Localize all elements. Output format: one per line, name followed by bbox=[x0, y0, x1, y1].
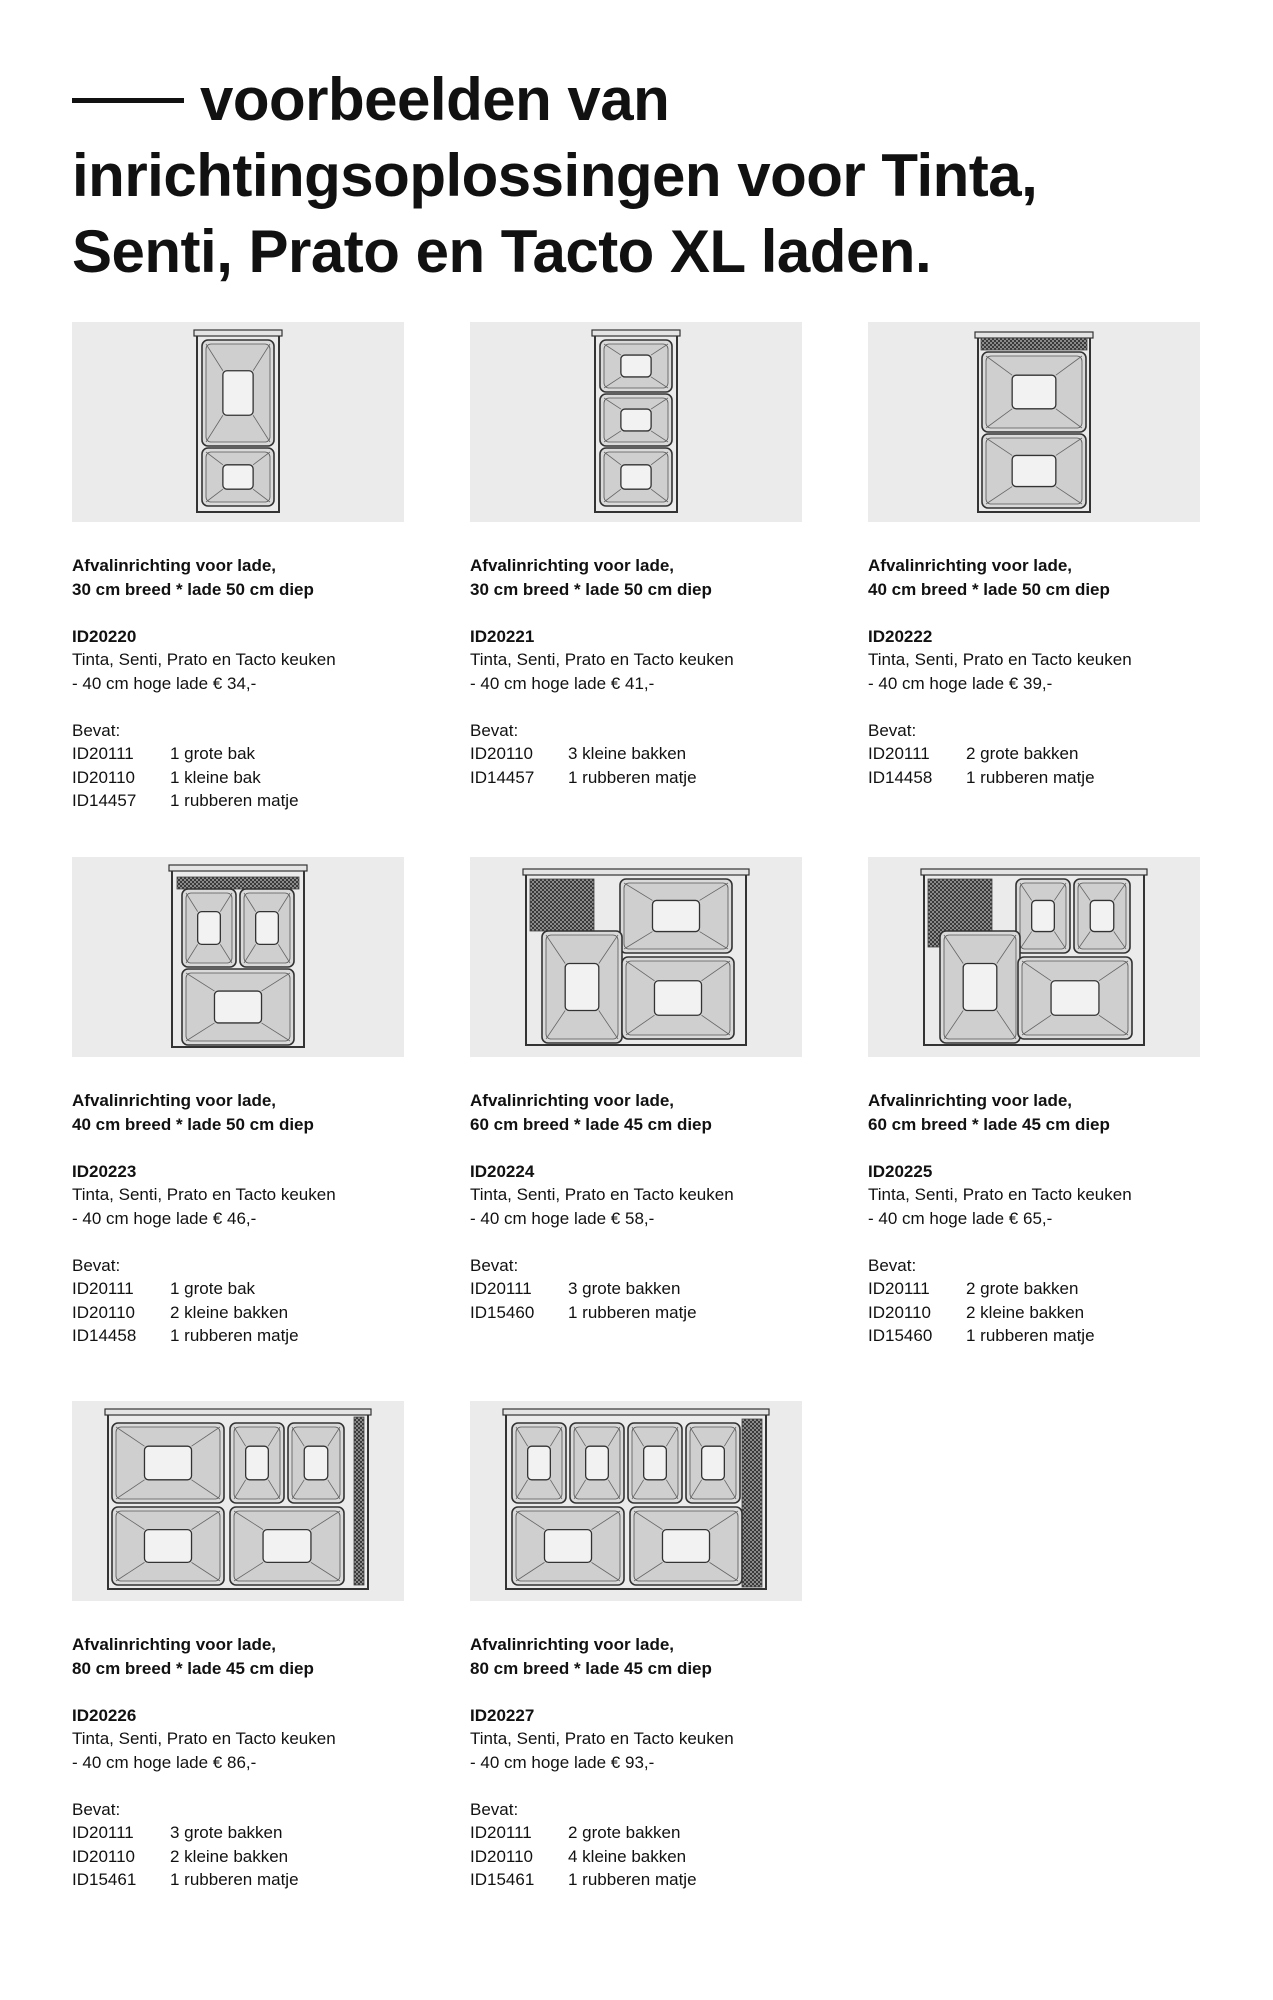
product-id: ID20220 bbox=[72, 626, 137, 646]
product-dimensions: 40 cm breed * lade 50 cm diep bbox=[868, 579, 1110, 599]
content-desc: 2 kleine bakken bbox=[170, 1302, 289, 1322]
product-price: - 40 cm hoge lade € 65,- bbox=[868, 1208, 1053, 1228]
content-id: ID14458 bbox=[868, 767, 933, 787]
content-row bbox=[72, 1324, 412, 1348]
content-row bbox=[868, 1301, 1208, 1325]
content-row bbox=[72, 1845, 412, 1869]
content-row bbox=[470, 1845, 810, 1869]
drawer-illustration bbox=[72, 322, 404, 522]
content-id: ID15461 bbox=[72, 1870, 137, 1889]
product-price: - 40 cm hoge lade € 41,- bbox=[470, 673, 655, 693]
product-dimensions: 30 cm breed * lade 50 cm diep bbox=[72, 579, 314, 599]
drawer-illustration bbox=[470, 1401, 802, 1601]
content-row bbox=[868, 1324, 1208, 1348]
content-desc: 1 rubberen matje bbox=[568, 1302, 697, 1322]
content-row bbox=[868, 1277, 1208, 1301]
contains-label: Bevat: bbox=[470, 1255, 519, 1275]
content-row bbox=[72, 766, 412, 790]
content-row bbox=[470, 1821, 810, 1845]
product-card bbox=[470, 322, 810, 789]
drawer-illustration bbox=[72, 857, 404, 1057]
content-id: ID14457 bbox=[470, 767, 535, 787]
content-row bbox=[868, 766, 1208, 790]
product-card bbox=[72, 322, 412, 813]
content-desc: 1 rubberen matje bbox=[170, 1870, 299, 1889]
product-card bbox=[72, 1401, 412, 1892]
content-row bbox=[470, 742, 810, 766]
product-kitchen: Tinta, Senti, Prato en Tacto keuken bbox=[868, 650, 1132, 669]
content-row bbox=[470, 1868, 810, 1892]
content-desc: 2 kleine bakken bbox=[966, 1302, 1085, 1322]
content-id: ID20110 bbox=[72, 767, 136, 787]
content-id: ID20110 bbox=[72, 1302, 136, 1322]
content-row bbox=[868, 742, 1208, 766]
product-kitchen: Tinta, Senti, Prato en Tacto keuken bbox=[868, 1185, 1132, 1204]
content-row bbox=[72, 1301, 412, 1325]
contains-label: Bevat: bbox=[72, 1255, 121, 1275]
product-dimensions: 80 cm breed * lade 45 cm diep bbox=[72, 1658, 314, 1678]
heading-line-2: inrichtingsoplossingen voor Tinta, bbox=[72, 142, 1038, 209]
heading-line-1: voorbeelden van bbox=[200, 66, 670, 133]
product-price: - 40 cm hoge lade € 93,- bbox=[470, 1752, 655, 1772]
product-card bbox=[470, 1401, 810, 1892]
product-title: Afvalinrichting voor lade, bbox=[868, 556, 1073, 575]
content-id: ID20111 bbox=[470, 1823, 532, 1842]
content-row bbox=[470, 766, 810, 790]
product-title: Afvalinrichting voor lade, bbox=[72, 1091, 277, 1110]
contains-label: Bevat: bbox=[72, 1799, 121, 1819]
content-desc: 2 kleine bakken bbox=[170, 1846, 289, 1866]
product-price: - 40 cm hoge lade € 39,- bbox=[868, 673, 1053, 693]
content-row bbox=[72, 789, 412, 813]
content-row bbox=[72, 1821, 412, 1845]
content-desc: 1 rubberen matje bbox=[568, 767, 697, 787]
content-id: ID20110 bbox=[72, 1846, 136, 1866]
content-id: ID20111 bbox=[72, 1823, 134, 1842]
content-id: ID20111 bbox=[72, 744, 134, 763]
product-id: ID20221 bbox=[470, 626, 535, 646]
product-dimensions: 60 cm breed * lade 45 cm diep bbox=[470, 1114, 712, 1134]
content-id: ID20111 bbox=[72, 1279, 134, 1298]
product-kitchen: Tinta, Senti, Prato en Tacto keuken bbox=[470, 1185, 734, 1204]
content-desc: 1 rubberen matje bbox=[568, 1870, 697, 1889]
product-price: - 40 cm hoge lade € 86,- bbox=[72, 1752, 257, 1772]
drawer-illustration bbox=[868, 857, 1200, 1057]
content-row bbox=[72, 1277, 412, 1301]
heading-line-3: Senti, Prato en Tacto XL laden. bbox=[72, 218, 932, 285]
content-desc: 1 kleine bak bbox=[170, 767, 261, 787]
product-kitchen: Tinta, Senti, Prato en Tacto keuken bbox=[72, 1185, 336, 1204]
product-price: - 40 cm hoge lade € 58,- bbox=[470, 1208, 655, 1228]
product-price: - 40 cm hoge lade € 46,- bbox=[72, 1208, 257, 1228]
product-id: ID20223 bbox=[72, 1161, 137, 1181]
product-id: ID20224 bbox=[470, 1161, 535, 1181]
contains-label: Bevat: bbox=[470, 720, 519, 740]
content-id: ID14458 bbox=[72, 1326, 137, 1345]
content-row bbox=[470, 1301, 810, 1325]
content-desc: 2 grote bakken bbox=[568, 1823, 681, 1842]
product-card bbox=[72, 857, 412, 1348]
product-kitchen: Tinta, Senti, Prato en Tacto keuken bbox=[72, 650, 336, 669]
product-kitchen: Tinta, Senti, Prato en Tacto keuken bbox=[72, 1729, 336, 1748]
product-card bbox=[470, 857, 810, 1324]
contains-label: Bevat: bbox=[470, 1799, 519, 1819]
drawer-illustration bbox=[470, 322, 802, 522]
product-id: ID20227 bbox=[470, 1705, 535, 1725]
contains-label: Bevat: bbox=[868, 720, 917, 740]
content-id: ID20110 bbox=[470, 744, 534, 763]
heading-dash bbox=[72, 98, 184, 103]
product-id: ID20225 bbox=[868, 1161, 933, 1181]
product-title: Afvalinrichting voor lade, bbox=[868, 1091, 1073, 1110]
content-id: ID15460 bbox=[470, 1302, 535, 1322]
content-desc: 3 kleine bakken bbox=[568, 744, 687, 763]
product-kitchen: Tinta, Senti, Prato en Tacto keuken bbox=[470, 650, 734, 669]
product-card bbox=[868, 857, 1208, 1348]
product-dimensions: 60 cm breed * lade 45 cm diep bbox=[868, 1114, 1110, 1134]
content-id: ID20111 bbox=[470, 1279, 532, 1298]
content-desc: 1 grote bak bbox=[170, 1279, 256, 1298]
content-desc: 2 grote bakken bbox=[966, 744, 1079, 763]
content-desc: 1 rubberen matje bbox=[966, 767, 1095, 787]
content-id: ID15461 bbox=[470, 1870, 535, 1889]
drawer-illustration bbox=[470, 857, 802, 1057]
content-desc: 3 grote bakken bbox=[170, 1823, 283, 1842]
product-title: Afvalinrichting voor lade, bbox=[470, 556, 675, 575]
product-id: ID20222 bbox=[868, 626, 933, 646]
product-kitchen: Tinta, Senti, Prato en Tacto keuken bbox=[470, 1729, 734, 1748]
page-heading bbox=[72, 62, 1222, 290]
product-card bbox=[868, 322, 1208, 789]
content-desc: 4 kleine bakken bbox=[568, 1846, 687, 1866]
product-title: Afvalinrichting voor lade, bbox=[470, 1091, 675, 1110]
content-desc: 1 rubberen matje bbox=[966, 1326, 1095, 1345]
product-title: Afvalinrichting voor lade, bbox=[72, 1635, 277, 1654]
product-dimensions: 30 cm breed * lade 50 cm diep bbox=[470, 579, 712, 599]
content-row bbox=[470, 1277, 810, 1301]
contains-label: Bevat: bbox=[72, 720, 121, 740]
product-title: Afvalinrichting voor lade, bbox=[470, 1635, 675, 1654]
content-id: ID20110 bbox=[868, 1302, 932, 1322]
content-id: ID14457 bbox=[72, 791, 137, 810]
drawer-illustration bbox=[72, 1401, 404, 1601]
content-desc: 1 rubberen matje bbox=[170, 791, 299, 810]
content-id: ID20111 bbox=[868, 1279, 930, 1298]
contains-label: Bevat: bbox=[868, 1255, 917, 1275]
content-id: ID15460 bbox=[868, 1326, 933, 1345]
content-desc: 2 grote bakken bbox=[966, 1279, 1079, 1298]
drawer-illustration bbox=[868, 322, 1200, 522]
product-dimensions: 80 cm breed * lade 45 cm diep bbox=[470, 1658, 712, 1678]
content-desc: 1 grote bak bbox=[170, 744, 256, 763]
product-dimensions: 40 cm breed * lade 50 cm diep bbox=[72, 1114, 314, 1134]
content-desc: 3 grote bakken bbox=[568, 1279, 681, 1298]
product-id: ID20226 bbox=[72, 1705, 137, 1725]
content-desc: 1 rubberen matje bbox=[170, 1326, 299, 1345]
product-title: Afvalinrichting voor lade, bbox=[72, 556, 277, 575]
content-row bbox=[72, 742, 412, 766]
content-id: ID20110 bbox=[470, 1846, 534, 1866]
content-row bbox=[72, 1868, 412, 1892]
product-price: - 40 cm hoge lade € 34,- bbox=[72, 673, 257, 693]
content-id: ID20111 bbox=[868, 744, 930, 763]
